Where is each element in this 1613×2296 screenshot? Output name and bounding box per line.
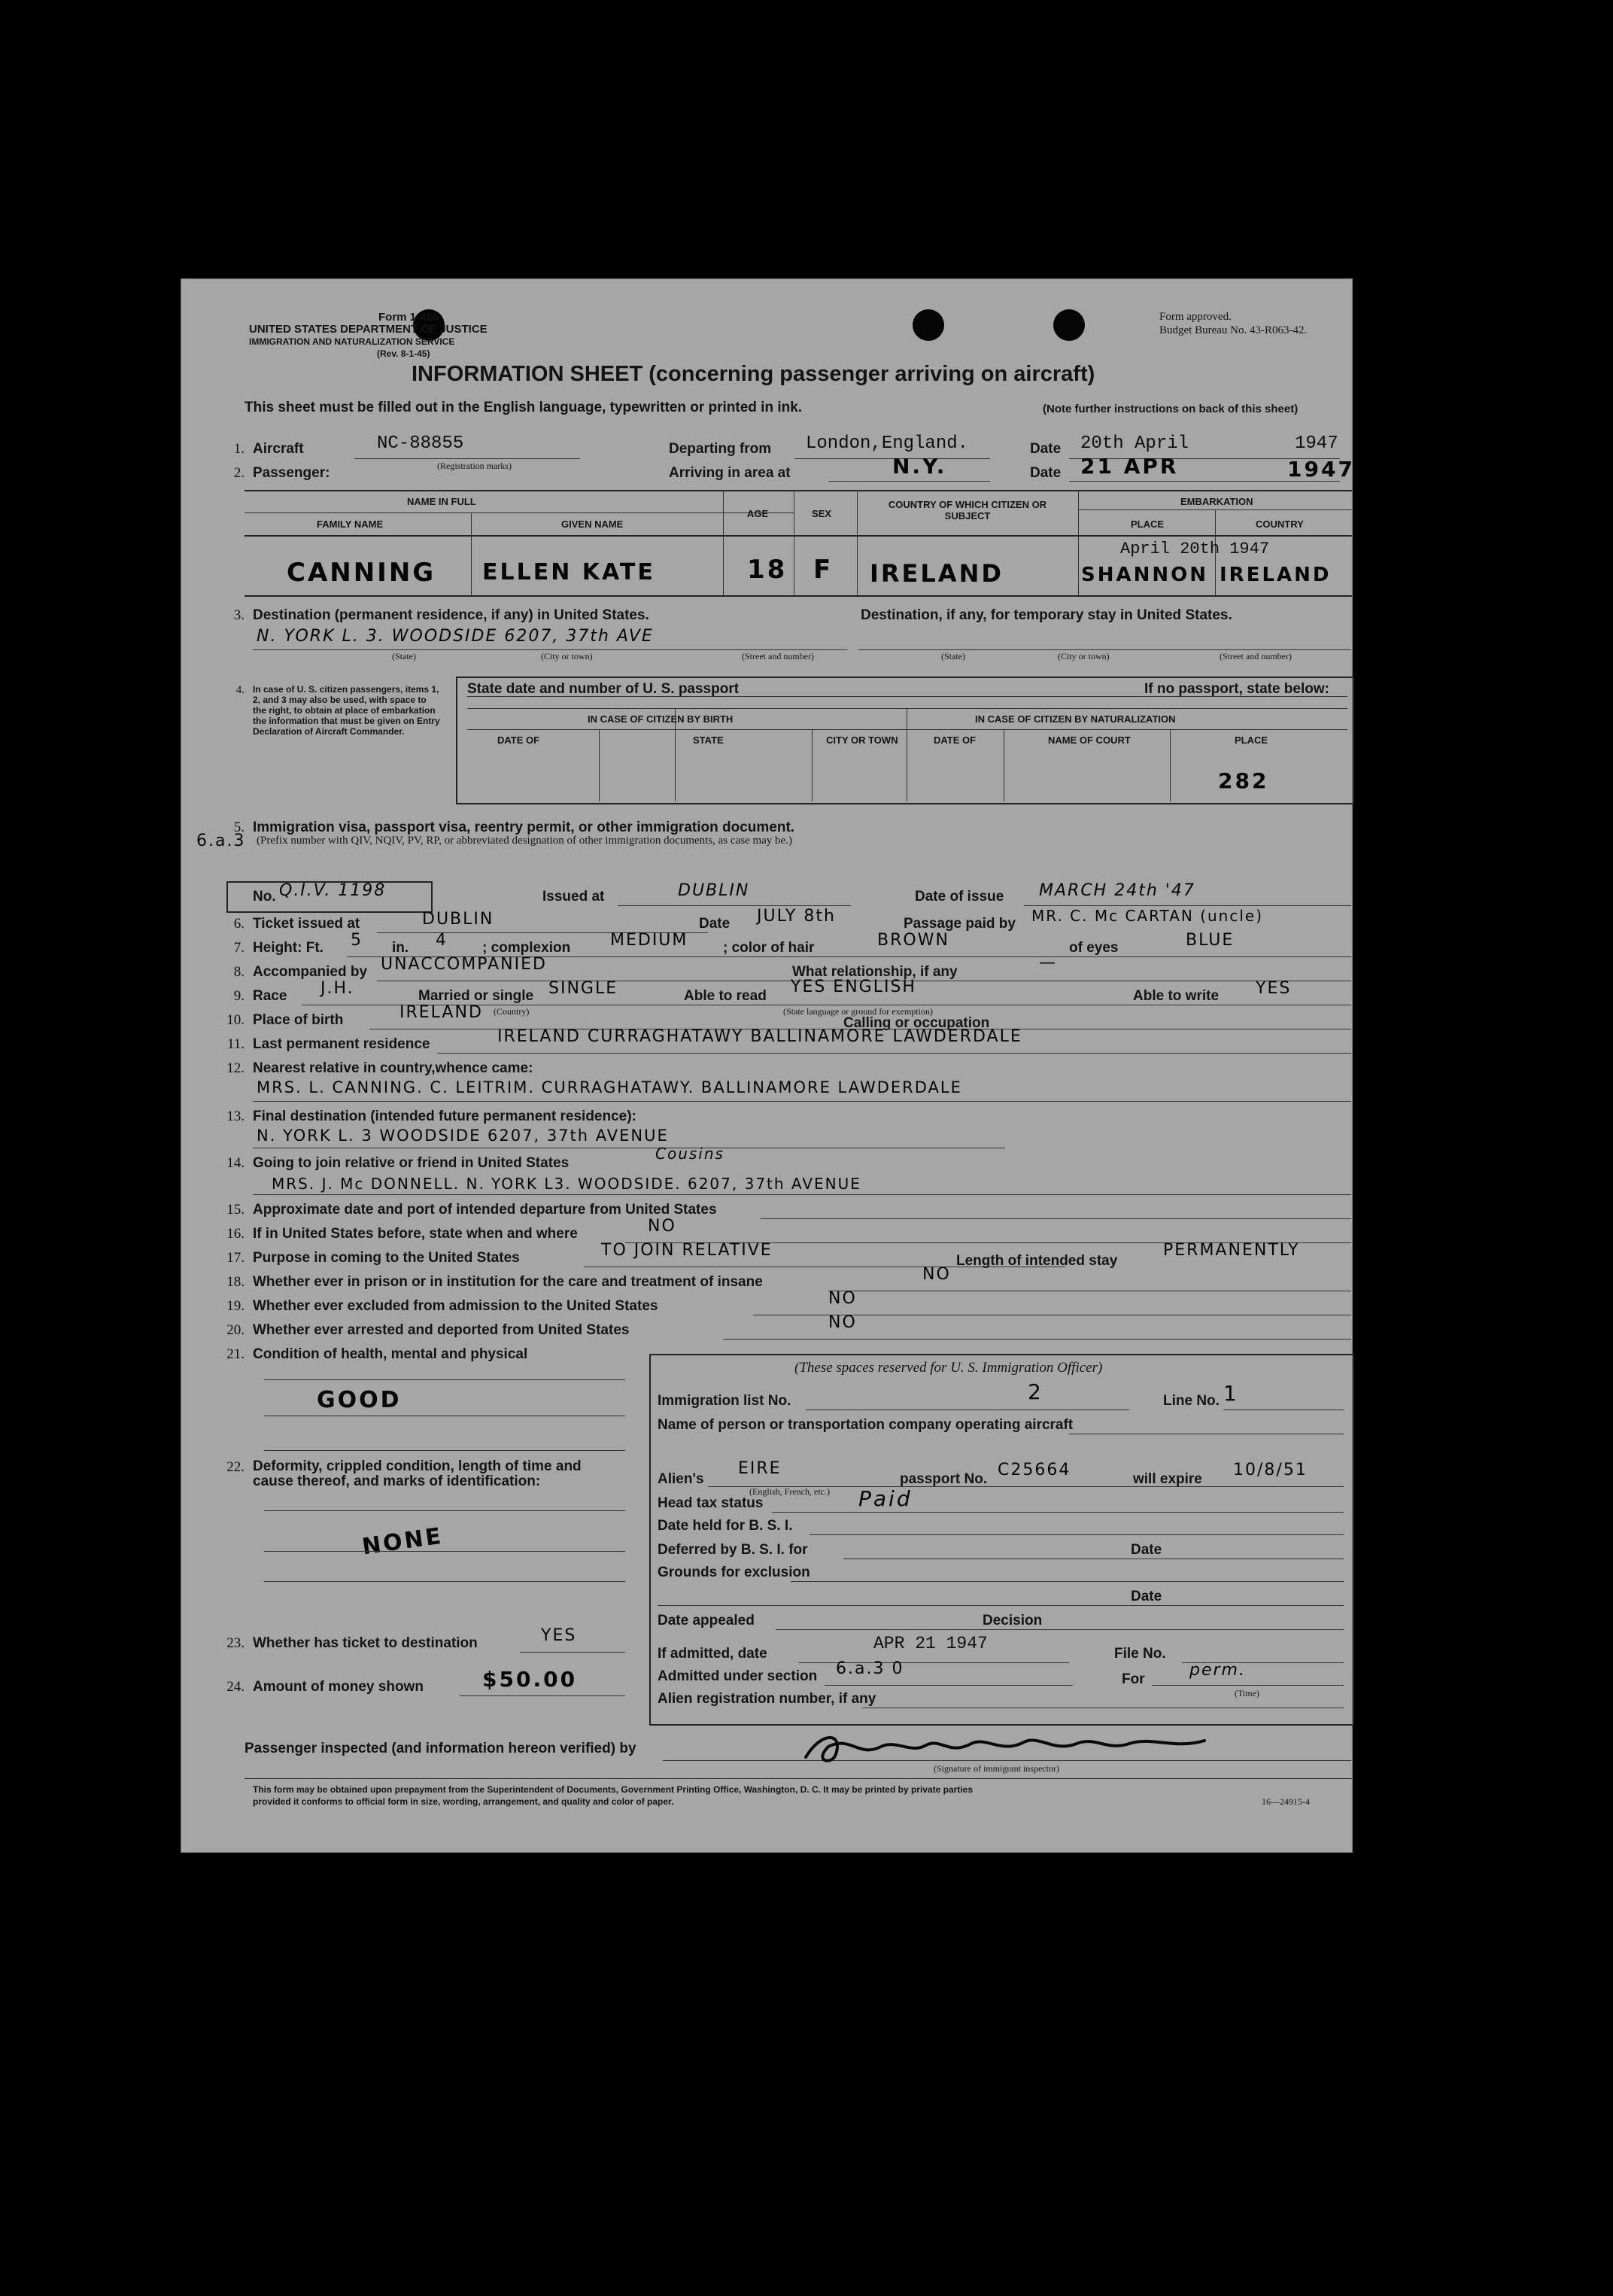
alien-passport-label: passport No. — [900, 1471, 988, 1487]
form-title: INFORMATION SHEET (concerning passenger arriving on aircraft) — [412, 362, 1095, 386]
city-header: CITY OR TOWN — [826, 734, 898, 746]
passage-paid-value: MR. C. Mc CARTAN (uncle) — [1031, 907, 1264, 925]
able-read-label: Able to read — [684, 988, 767, 1004]
officer-box-title: (These spaces reserved for U. S. Immigration Officer) — [794, 1360, 1103, 1376]
service-line: IMMIGRATION AND NATURALIZATION SERVICE — [249, 336, 455, 347]
by-naturalization-header: IN CASE OF CITIZEN BY NATURALIZATION — [975, 713, 1176, 725]
arriving-value: N.Y. — [892, 454, 947, 479]
information-sheet: Form 1-466 UNITED STATES DEPARTMENT OF JUSTICE IMMIGRATION AND NATURALIZATION SERVICE (Rev. 8-1-45) Form approved. Budget Bureau No. 43-R063-42. INFORMATION SHEET (concerning passenger arriving on aircraft) This sheet must be filled out in the English language, typewritten or printed in ink. (Note further instructions on back of this sheet) 1. Aircraft NC-88855 (Registration marks) Departing from London,England. Date 20th April 1947 2. Passenger: Arriving in area at N.Y. Date 21 APR 1947 NAME IN FULL FAMILY NAME GIVEN NAME AGE SEX COUNTRY OF WHICH CITIZEN OR SUBJECT EMBARKATION PLACE COUNTRY CANNING ELLEN KATE 18 F IRELAND April 20th 1947 SHANNON IRELAND 3. Destination (permanent residence, if any) in United States. Destination, if any, for temporary stay in United States. N. YORK L. 3. WOODSIDE 6207, 37th AVE (State) (City or town) (Street and number) (State) (City or town) (Street and number) 4. In case of U. S. citizen passengers, items 1, 2, and 3 may also be used, with space to the right, to obtain at place of embarkation the information that must be given on Entry Declaration of Aircraft Commander. State date and number of U. S. passport If no passport, state below: IN CASE OF CITIZEN BY BIRTH IN CASE OF CITIZEN BY NATURALIZATION DATE OF STATE CITY OR TOWN DATE OF NAME OF COURT PLACE 282 5. Immigration visa, passport visa, reentry permit, or other immigration document. (Prefix number with QIV, NQIV, PV, RP, or abbreviated designation of other immigration documents, as case may be.) 6.a.3 No. Q.I.V. 1198 Issued at DUBLIN Date of issue MARCH 24th '47 6. Ticket issued at DUBLIN Date JULY 8th Passage paid by MR. C. Mc CARTAN (uncle) 7. Height: Ft. 5 in. 4 ; complexion MEDIUM ; color of hair BROWN of eyes BLUE 8. Accompanied by UNACCOMPANIED What relationship, if any — 9. Race J.H. Married or single SINGLE Able to read YES ENGLISH (State language or ground for exemption) Able to write YES 10. Place of birth IRELAND (Country) Calling or occupation 11. Last permanent residence IRELAND CURRAGHATAWY BALLINAMORE LAWDERDALE 12. Nearest relative in country,whence came: MRS. L. CANNING. C. LEITRIM. CURRAGHATAWY. BALLINAMORE LAWDERDALE 13. Final destination (intended future permanent residence): N. YORK L. 3 WOODSIDE 6207, 37th AVENUE 14. Going to join relative or friend in United States Cousins MRS. J. Mc DONNELL. N. YORK L3. WOODSIDE. 6207, 37th AVENUE 15. Approximate date and port of intended departure from United States 16. If in United States before, state when and where NO 17. Purpose in coming to the United States TO JOIN RELATIVE Length of intended stay PERMANENTLY 18. Whether ever in prison or in institution for the care and treatment of insane NO 19. Whether ever excluded from admission to the United States NO 20. Whether ever arrested and deported from United States NO 21. Condition of health, mental and physical GOOD 22. Deformity, crippled condition, length of time and cause thereof, and marks of identification: NONE 23. Whether has ticket to destination YES 24. Amount of money shown $50.00 (These spaces reserved for U. S. Immigration Officer) Immigration list No. 2 Line No. 1 Name of person or transportation company operating aircraft Alien's EIRE (English, French, etc.) passport No. C25664 will expire 10/8/51 Head tax status Paid Date held for B. S. I. Deferred by B. S. I. for Date Grounds for exclusion Date Date appealed Decision If admitted, date APR 21 1947 File No. Admitted under section 6.a.3 0 For perm. (Time) Alien registration number, if any Passenger inspected (and information hereon verified) by (Signature of immigrant inspector) This form may be obtained upon prepayment from the Superintendent of Documents, Government Printing Office, Washington, D. C. It may be printed by private parties provided it conforms to official form in size, wording, arrangement, and quality and color of paper. 16—24915-4 — [181, 278, 1353, 1853]
money-value: $50.00 — [482, 1667, 578, 1692]
handwritten-number: 282 — [1218, 768, 1269, 793]
immigration-list-value: 2 — [1028, 1379, 1043, 1404]
able-read-value: YES ENGLISH — [791, 978, 916, 996]
complexion-value: MEDIUM — [610, 931, 688, 950]
for-value: perm. — [1189, 1661, 1246, 1680]
form-note: (Note further instructions on back of this sheet) — [1043, 403, 1299, 415]
visa-margin-note: 6.a.3 — [196, 832, 246, 850]
visa-label: Immigration visa, passport visa, reentry permit, or other immigration document. — [253, 820, 795, 835]
temp-street-caption: (Street and number) — [1220, 651, 1292, 661]
read-caption: (State language or ground for exemption) — [783, 1006, 933, 1017]
temp-city-caption: (City or town) — [1058, 651, 1110, 661]
stay-label: Length of intended stay — [956, 1253, 1118, 1269]
ticket-issued-label: Ticket issued at — [253, 916, 360, 932]
race-value: J.H. — [320, 979, 354, 998]
excluded-value: NO — [828, 1289, 857, 1308]
aircraft-value: NC-88855 — [377, 433, 464, 454]
date-of-header: DATE OF — [497, 734, 540, 746]
join-relation-value: Cousins — [655, 1145, 724, 1163]
alien-registration-label: Alien registration number, if any — [658, 1691, 876, 1707]
relationship-label: What relationship, if any — [792, 964, 958, 980]
form-approved: Form approved. — [1159, 311, 1232, 323]
country-header: COUNTRY — [1256, 519, 1304, 530]
stay-value: PERMANENTLY — [1163, 1241, 1300, 1260]
country-citizen-header: COUNTRY OF WHICH CITIZEN OR SUBJECT — [888, 499, 1047, 522]
relationship-value: — — [1039, 953, 1057, 972]
before-value: NO — [648, 1217, 676, 1236]
departing-label: Departing from — [669, 441, 772, 457]
admitted-section-value: 6.a.3 0 — [836, 1659, 904, 1678]
ticket-issued-value: DUBLIN — [422, 910, 494, 929]
deformity-value: NONE — [360, 1522, 445, 1561]
health-label: Condition of health, mental and physical — [253, 1346, 528, 1362]
arriving-label: Arriving in area at — [669, 465, 791, 481]
decision-label: Decision — [983, 1613, 1043, 1628]
form-instruction: This sheet must be filled out in the English language, typewritten or printed in ink. — [245, 400, 803, 415]
deferred-label: Deferred by B. S. I. for — [658, 1542, 808, 1558]
health-value: GOOD — [317, 1387, 402, 1413]
age-value: 18 — [747, 555, 788, 585]
head-tax-value: Paid — [858, 1486, 913, 1511]
place-header: PLACE — [1235, 734, 1268, 746]
place-header: PLACE — [1131, 519, 1165, 530]
temp-destination-label: Destination, if any, for temporary stay in United States. — [861, 607, 1232, 623]
given-name-header: GIVEN NAME — [561, 519, 624, 530]
deformity-label: Deformity, crippled condition, length of time and cause thereof, and marks of identification: — [253, 1458, 582, 1489]
married-label: Married or single — [418, 988, 534, 1004]
year2-value: 1947 — [1287, 457, 1355, 482]
passenger-label: Passenger: — [253, 465, 330, 481]
date2-value: 21 APR — [1080, 454, 1179, 479]
issued-at-value: DUBLIN — [678, 881, 750, 900]
given-name-value: ELLEN KATE — [482, 559, 655, 585]
dest-street-caption: (Street and number) — [742, 651, 814, 661]
grounds-date-label: Date — [1131, 1589, 1162, 1604]
inspector-signature — [798, 1724, 1220, 1769]
dest-state-caption: (State) — [392, 651, 416, 661]
excluded-label: Whether ever excluded from admission to the United States — [253, 1298, 658, 1314]
punch-hole — [913, 309, 944, 341]
money-label: Amount of money shown — [253, 1679, 424, 1695]
expire-value: 10/8/51 — [1233, 1461, 1308, 1479]
no-passport-label: If no passport, state below: — [1144, 681, 1329, 697]
aliens-label: Alien's — [658, 1471, 704, 1487]
printing-note-2: provided it conforms to official form in size, wording, arrangement, and quality and color of paper. — [253, 1796, 674, 1807]
before-label: If in United States before, state when and where — [253, 1226, 578, 1242]
eyes-value: BLUE — [1186, 931, 1235, 950]
join-relative-value: MRS. J. Mc DONNELL. N. YORK L3. WOODSIDE. 6207, 37th AVENUE — [272, 1175, 861, 1193]
form-number: Form 1-466 — [378, 311, 439, 324]
issued-at-label: Issued at — [542, 889, 605, 905]
destination-value: N. YORK L. 3. WOODSIDE 6207, 37th AVE — [257, 627, 654, 646]
nearest-relative-label: Nearest relative in country,whence came: — [253, 1060, 533, 1076]
ticket-date-value: JULY 8th — [757, 907, 836, 926]
accompanied-value: UNACCOMPANIED — [381, 955, 547, 974]
final-destination-label: Final destination (intended future permanent residence): — [253, 1108, 636, 1124]
revision: (Rev. 8-1-45) — [377, 348, 430, 359]
name-of-court-header: NAME OF COURT — [1048, 734, 1131, 746]
place-of-birth-value: IRELAND — [399, 1003, 483, 1022]
citizen-note: In case of U. S. citizen passengers, items 1, 2, and 3 may also be used, with space to the right, to obtain at place of embarkation the information that must be given on Entry Declaration of Aircraft Commander. — [253, 684, 440, 737]
for-label: For — [1122, 1671, 1145, 1687]
prison-label: Whether ever in prison or in institution for the care and treatment of insane — [253, 1274, 763, 1290]
name-in-full-header: NAME IN FULL — [407, 496, 476, 507]
visa-no-value: Q.I.V. 1198 — [279, 881, 387, 900]
punch-hole — [1053, 309, 1085, 341]
admitted-date-label: If admitted, date — [658, 1646, 767, 1662]
budget-bureau: Budget Bureau No. 43-R063-42. — [1159, 324, 1308, 336]
print-code: 16—24915-4 — [1262, 1796, 1310, 1807]
immigration-list-label: Immigration list No. — [658, 1393, 791, 1409]
embarkation-country: IRELAND — [1220, 564, 1332, 586]
citizen-value: IRELAND — [870, 559, 1004, 588]
eyes-label: of eyes — [1069, 940, 1119, 956]
year1-value: 1947 — [1295, 433, 1338, 454]
height-ft-label: Height: Ft. — [253, 940, 324, 956]
deported-value: NO — [828, 1313, 857, 1332]
purpose-value: TO JOIN RELATIVE — [601, 1241, 773, 1260]
race-label: Race — [253, 988, 287, 1004]
married-value: SINGLE — [548, 979, 618, 998]
last-residence-label: Last permanent residence — [253, 1036, 430, 1052]
company-label: Name of person or transportation company operating aircraft — [658, 1417, 1074, 1433]
aircraft-label: Aircraft — [253, 441, 304, 457]
deferred-date-label: Date — [1131, 1542, 1162, 1558]
time-caption: (Time) — [1235, 1688, 1259, 1698]
join-relative-label: Going to join relative or friend in United States — [253, 1155, 570, 1171]
inspected-by-label: Passenger inspected (and information hereon verified) by — [245, 1741, 636, 1756]
date1-label: Date — [1030, 441, 1062, 457]
destination-label: Destination (permanent residence, if any) in United States. — [253, 607, 649, 623]
aliens-value: EIRE — [738, 1459, 782, 1478]
line-no-value: 1 — [1223, 1381, 1238, 1406]
departing-value: London,England. — [806, 433, 969, 454]
able-write-label: Able to write — [1133, 988, 1220, 1004]
embarkation-place: SHANNON — [1081, 564, 1208, 586]
ticket-dest-value: YES — [541, 1626, 577, 1645]
date2-label: Date — [1030, 465, 1062, 481]
accompanied-label: Accompanied by — [253, 964, 368, 980]
registration-caption: (Registration marks) — [437, 461, 512, 471]
final-destination-value: N. YORK L. 3 WOODSIDE 6207, 37th AVENUE — [257, 1127, 669, 1145]
birth-country-caption: (Country) — [494, 1006, 530, 1017]
hair-label: ; color of hair — [723, 940, 815, 956]
family-name-header: FAMILY NAME — [317, 519, 384, 530]
ticket-dest-label: Whether has ticket to destination — [253, 1635, 478, 1651]
embarkation-header: EMBARKATION — [1180, 496, 1253, 507]
head-tax-label: Head tax status — [658, 1495, 764, 1511]
admitted-section-label: Admitted under section — [658, 1668, 818, 1684]
appealed-label: Date appealed — [658, 1613, 755, 1628]
date-of-issue-value: MARCH 24th '47 — [1039, 881, 1195, 900]
able-write-value: YES — [1256, 979, 1292, 998]
alien-passport-value: C25664 — [998, 1461, 1071, 1479]
file-no-label: File No. — [1114, 1646, 1166, 1662]
height-in-value: 4 — [436, 931, 448, 950]
sex-header: SEX — [812, 508, 832, 519]
height-ft-value: 5 — [351, 931, 363, 950]
nat-date-of-header: DATE OF — [934, 734, 977, 746]
place-of-birth-label: Place of birth — [253, 1012, 344, 1028]
date1-value: 20th April — [1080, 433, 1189, 454]
printing-note-1: This form may be obtained upon prepayment from the Superintendent of Documents, Government Printing Office, Washington, D. C. It may be printed by private parties — [253, 1784, 973, 1795]
departure-label: Approximate date and port of intended departure from United States — [253, 1202, 717, 1218]
state-header: STATE — [693, 734, 724, 746]
dest-city-caption: (City or town) — [541, 651, 593, 661]
height-in-label: in. — [392, 940, 409, 956]
sex-value: F — [813, 555, 834, 585]
last-residence-value: IRELAND CURRAGHATAWY BALLINAMORE LAWDERDALE — [497, 1027, 1022, 1046]
age-header: AGE — [747, 508, 769, 519]
nearest-relative-value: MRS. L. CANNING. C. LEITRIM. CURRAGHATAWY. BALLINAMORE LAWDERDALE — [257, 1078, 962, 1096]
passage-paid-label: Passage paid by — [904, 916, 1016, 932]
department-line: UNITED STATES DEPARTMENT OF JUSTICE — [249, 323, 488, 336]
line-no-label: Line No. — [1163, 1393, 1220, 1409]
prison-value: NO — [922, 1265, 951, 1284]
signature-caption: (Signature of immigrant inspector) — [934, 1763, 1059, 1774]
temp-state-caption: (State) — [941, 651, 965, 661]
visa-prefix-note: (Prefix number with QIV, NQIV, PV, RP, or abbreviated designation of other immigration documents, as case may be.) — [257, 835, 792, 847]
ticket-date-label: Date — [699, 916, 731, 932]
expire-label: will expire — [1133, 1471, 1202, 1487]
calling-label: Calling or occupation — [843, 1015, 990, 1031]
visa-no-label: No. — [253, 889, 276, 905]
date-held-label: Date held for B. S. I. — [658, 1518, 793, 1534]
aliens-caption: (English, French, etc.) — [749, 1486, 830, 1497]
grounds-label: Grounds for exclusion — [658, 1565, 810, 1580]
date-of-issue-label: Date of issue — [915, 889, 1004, 905]
by-birth-header: IN CASE OF CITIZEN BY BIRTH — [588, 713, 734, 725]
us-passport-label: State date and number of U. S. passport — [467, 681, 740, 697]
embarkation-date: April 20th 1947 — [1120, 540, 1270, 558]
hair-value: BROWN — [877, 931, 949, 950]
complexion-label: ; complexion — [482, 940, 571, 956]
family-name-value: CANNING — [287, 558, 436, 588]
deported-label: Whether ever arrested and deported from United States — [253, 1322, 630, 1338]
purpose-label: Purpose in coming to the United States — [253, 1250, 520, 1266]
admitted-date-value: APR 21 1947 — [873, 1634, 988, 1653]
